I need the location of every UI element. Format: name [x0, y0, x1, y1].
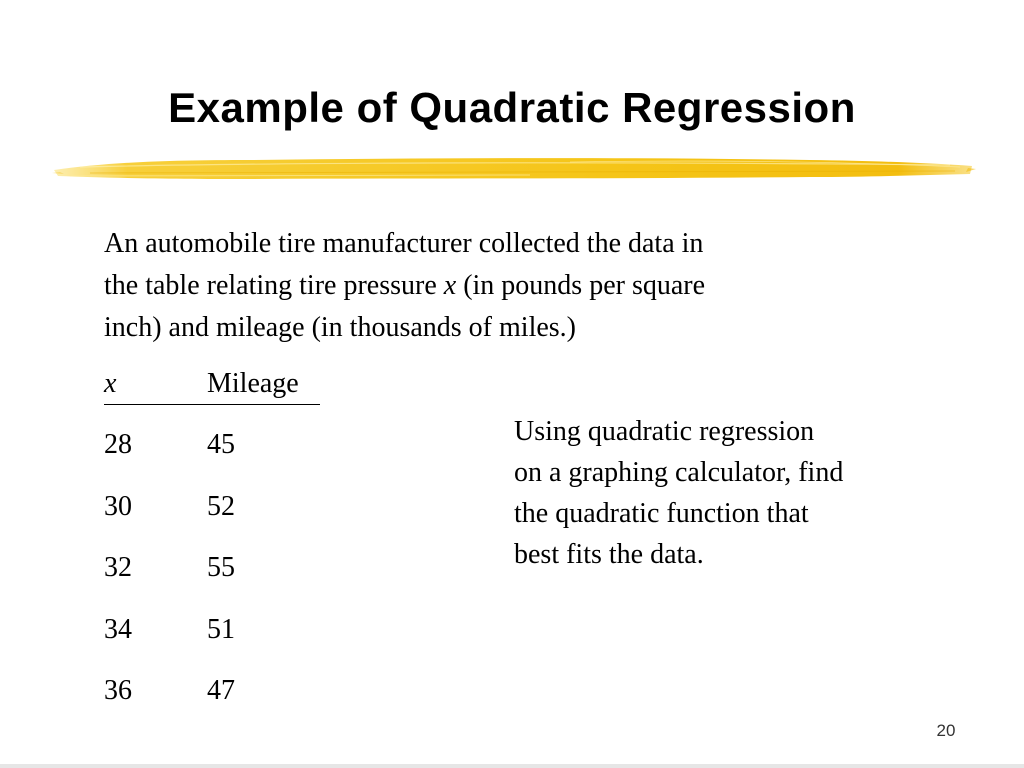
slide-title: Example of Quadratic Regression: [168, 84, 856, 131]
table-cell-mileage: 51: [207, 614, 235, 645]
intro-variable-x: x: [443, 270, 457, 301]
yellow-brush-stroke-icon: [50, 148, 976, 188]
table-row: [104, 548, 320, 588]
table-cell-x: 28: [104, 429, 132, 460]
side-note-line-3: the quadratic function that: [514, 498, 809, 529]
table-cell-mileage: 47: [207, 675, 235, 706]
table-row: [104, 487, 320, 527]
table-cell-x: 34: [104, 614, 132, 645]
table-cell-x: 32: [104, 552, 132, 583]
table-cell-mileage: 55: [207, 552, 235, 583]
intro-line-1: An automobile tire manufacturer collected the data in: [104, 228, 704, 259]
side-note-line-4: best fits the data.: [514, 539, 704, 570]
table-row: [104, 671, 320, 711]
side-note-line-1: Using quadratic regression: [514, 416, 815, 447]
table-cell-x: 36: [104, 675, 132, 706]
table-header-mileage: Mileage: [207, 368, 299, 399]
table-cell-mileage: 45: [207, 429, 235, 460]
intro-line-2-after: (in pounds per square: [456, 270, 706, 301]
intro-line-2-before: the table relating tire pressure: [104, 270, 444, 301]
table-header-x: x: [104, 368, 117, 399]
intro-line-3: inch) and mileage (in thousands of miles.): [104, 312, 576, 343]
table-header: [104, 364, 320, 405]
intro-paragraph: [104, 223, 864, 349]
table-row: [104, 425, 320, 465]
table-cell-mileage: 52: [207, 491, 235, 522]
page-number: 20: [936, 721, 956, 740]
bottom-divider: [0, 764, 1024, 768]
table-cell-x: 30: [104, 491, 132, 522]
side-note-line-2: on a graphing calculator, find: [514, 457, 844, 488]
table-row: [104, 610, 320, 650]
side-note: [514, 411, 934, 575]
